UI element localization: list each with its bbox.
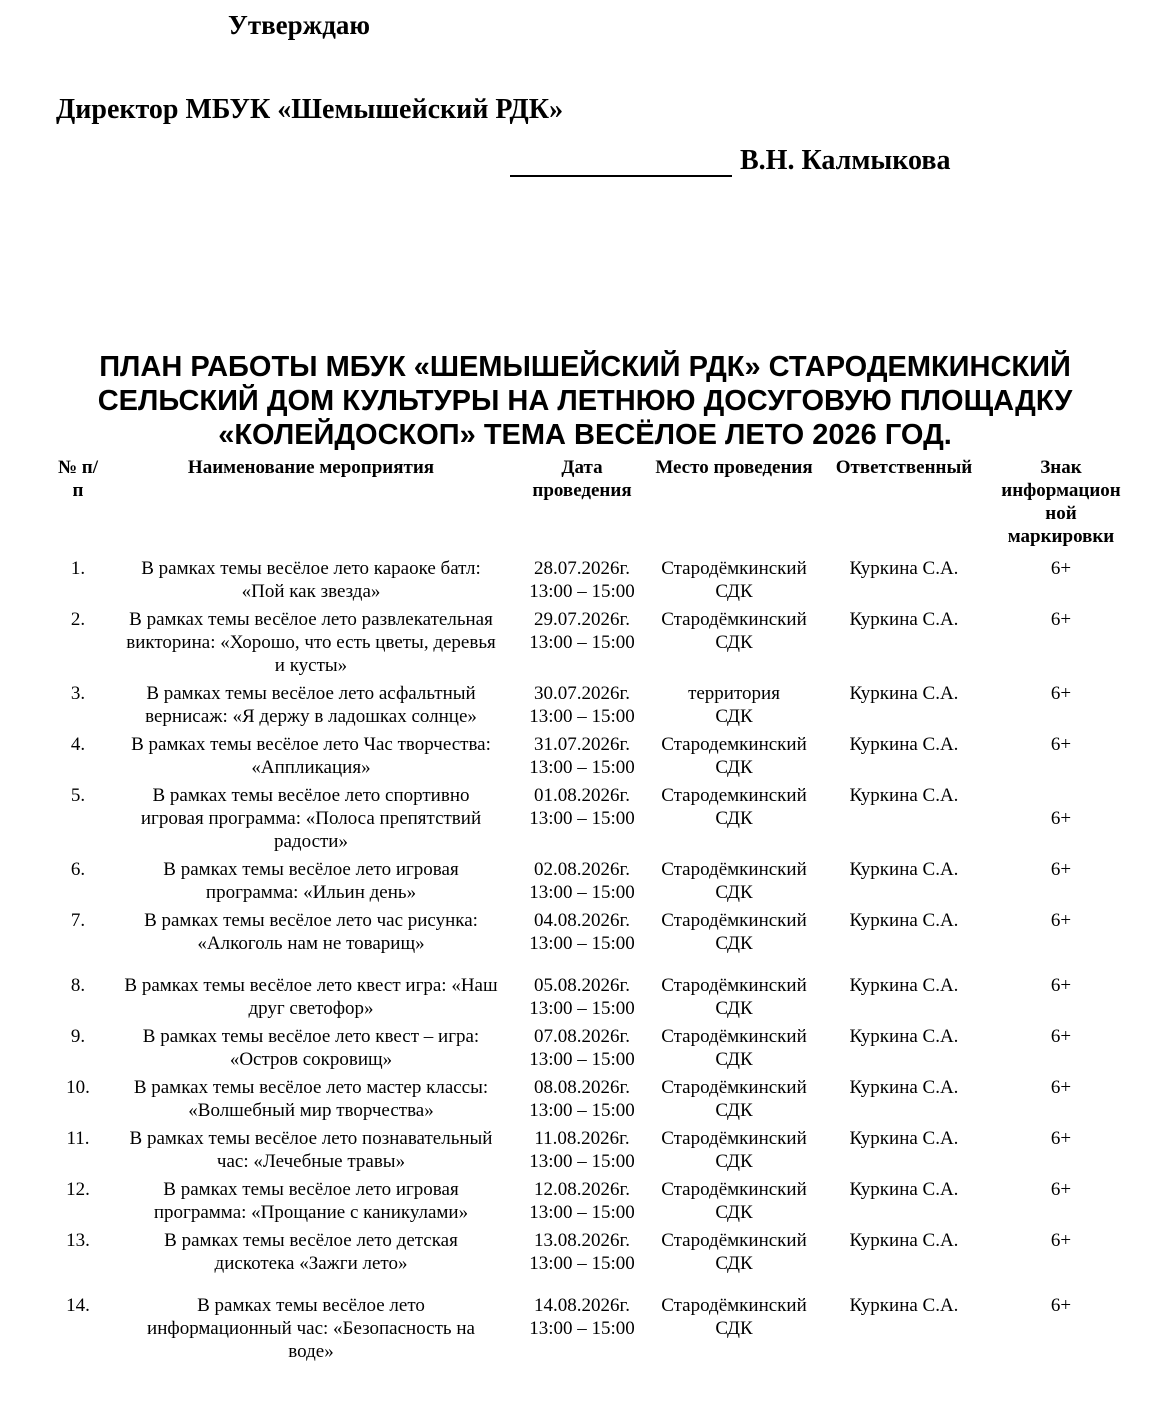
cell-responsible: Куркина С.А.: [849, 734, 959, 755]
cell-name-line: дискотека «Зажги лето»: [214, 1253, 408, 1274]
cell-num: 6.: [70, 859, 86, 880]
events-table: [52, 456, 1136, 1366]
cell-place-line: СДК: [715, 1318, 753, 1339]
cell-marking: 6+: [1050, 683, 1072, 704]
cell-name-line: и кусты»: [274, 655, 348, 676]
cell-name: [104, 1278, 518, 1366]
cell-responsible: Куркина С.А.: [849, 609, 959, 630]
cell-date-line: 13:00 – 15:00: [529, 808, 635, 829]
cell-date-line: 13:00 – 15:00: [529, 1253, 635, 1274]
cell-num: 11.: [66, 1128, 90, 1149]
header-place: Место проведения: [655, 457, 813, 478]
cell-marking: 6+: [1050, 609, 1072, 630]
cell-num: 7.: [70, 910, 86, 931]
cell-name-line: «Аппликация»: [251, 757, 371, 778]
cell-place: [646, 555, 822, 606]
cell-name-line: В рамках темы весёлое лето познавательный: [129, 1128, 493, 1149]
cell-name-line: В рамках темы весёлое лето детская: [164, 1230, 458, 1251]
table-row: [52, 1023, 1136, 1074]
cell-place-line: СДК: [715, 1049, 753, 1070]
cell-date-line: 13:00 – 15:00: [529, 632, 635, 653]
cell-place-line: СДК: [715, 998, 753, 1019]
cell-place-line: СДК: [715, 632, 753, 653]
cell-date: [518, 1023, 646, 1074]
cell-responsible: Куркина С.А.: [849, 1026, 959, 1047]
cell-responsible: Куркина С.А.: [849, 1295, 959, 1316]
cell-date-line: 13:00 – 15:00: [529, 1202, 635, 1223]
cell-date: [518, 782, 646, 856]
cell-place-line: СДК: [715, 1253, 753, 1274]
cell-place-line: Стародёмкинский: [661, 975, 807, 996]
cell-place-line: СДК: [715, 706, 753, 727]
cell-place-line: СДК: [715, 808, 753, 829]
cell-name-line: В рамках темы весёлое лето караоке батл:: [141, 558, 481, 579]
table-row: [52, 1176, 1136, 1227]
cell-date-line: 13:00 – 15:00: [529, 1100, 635, 1121]
cell-name-line: друг светофор»: [248, 998, 374, 1019]
cell-place: [646, 680, 822, 731]
cell-date-line: 08.08.2026г.: [534, 1077, 630, 1098]
plan-title-line: «КОЛЕЙДОСКОП» ТЕМА ВЕСЁЛОЕ ЛЕТО 2026 ГОД.: [218, 419, 952, 451]
cell-date-line: 07.08.2026г.: [534, 1026, 630, 1047]
cell-name-line: В рамках темы весёлое лето игровая: [163, 859, 459, 880]
cell-place-line: СДК: [715, 757, 753, 778]
cell-date: [518, 907, 646, 958]
table-row: [52, 856, 1136, 907]
table-row: [52, 1125, 1136, 1176]
cell-date-line: 01.08.2026г.: [534, 785, 630, 806]
cell-name: [104, 731, 518, 782]
cell-place-line: Стародёмкинский: [661, 859, 807, 880]
cell-place: [646, 606, 822, 680]
cell-place-line: СДК: [715, 1202, 753, 1223]
cell-marking: 6+: [1050, 734, 1072, 755]
cell-date-line: 13:00 – 15:00: [529, 1151, 635, 1172]
cell-date: [518, 1125, 646, 1176]
table-row: [52, 1227, 1136, 1278]
cell-place-line: Стародёмкинский: [661, 609, 807, 630]
cell-marking: 6+: [1050, 1295, 1072, 1316]
cell-name-line: «Пой как звезда»: [241, 581, 381, 602]
cell-responsible: Куркина С.А.: [849, 859, 959, 880]
cell-name-line: В рамках темы весёлое лето квест – игра:: [142, 1026, 480, 1047]
cell-num: 2.: [70, 609, 86, 630]
cell-name-line: В рамках темы весёлое лето развлекательная: [129, 609, 493, 630]
cell-place: [646, 958, 822, 1023]
cell-name-line: В рамках темы весёлое лето Час творчества:: [131, 734, 491, 755]
cell-date: [518, 555, 646, 606]
cell-place-line: СДК: [715, 882, 753, 903]
header-name: Наименование мероприятия: [187, 457, 435, 478]
cell-date-line: 13:00 – 15:00: [529, 581, 635, 602]
table-row: [52, 555, 1136, 606]
cell-date-line: 30.07.2026г.: [534, 683, 630, 704]
cell-place: [646, 1125, 822, 1176]
cell-place: [646, 1227, 822, 1278]
cell-responsible: Куркина С.А.: [849, 910, 959, 931]
cell-responsible: Куркина С.А.: [849, 683, 959, 704]
cell-num: 5.: [70, 785, 86, 806]
cell-name-line: информационный час: «Безопасность на: [147, 1318, 475, 1339]
cell-marking: 6+: [1050, 1077, 1072, 1098]
cell-name: [104, 1176, 518, 1227]
cell-marking: 6+: [1050, 1179, 1072, 1200]
cell-marking: 6+: [1050, 1230, 1072, 1251]
table-row: [52, 958, 1136, 1023]
cell-num: 3.: [70, 683, 86, 704]
cell-responsible: Куркина С.А.: [849, 785, 959, 806]
cell-name: [104, 958, 518, 1023]
cell-place-line: СДК: [715, 933, 753, 954]
cell-num: 13.: [66, 1230, 90, 1251]
cell-date-line: 28.07.2026г.: [534, 558, 630, 579]
cell-name: [104, 856, 518, 907]
cell-place-line: Стародёмкинский: [661, 1295, 807, 1316]
cell-place: [646, 856, 822, 907]
cell-place-line: Стародёмкинский: [661, 1077, 807, 1098]
cell-date-line: 13:00 – 15:00: [529, 933, 635, 954]
cell-date: [518, 1227, 646, 1278]
cell-name-line: В рамках темы весёлое лето игровая: [163, 1179, 459, 1200]
cell-place-line: Стародёмкинский: [661, 1026, 807, 1047]
cell-num: 14.: [66, 1295, 90, 1316]
cell-responsible: Куркина С.А.: [849, 1179, 959, 1200]
cell-place: [646, 1074, 822, 1125]
cell-name-line: В рамках темы весёлое лето мастер классы:: [133, 1077, 489, 1098]
cell-num: 8.: [70, 975, 86, 996]
cell-date-line: 13:00 – 15:00: [529, 882, 635, 903]
table-row: [52, 907, 1136, 958]
cell-name-line: «Остров сокровищ»: [229, 1049, 393, 1070]
cell-date-line: 13.08.2026г.: [534, 1230, 630, 1251]
cell-place-line: СДК: [715, 581, 753, 602]
cell-place-line: Стародемкинский: [661, 734, 807, 755]
signature-line: [510, 145, 732, 177]
cell-place-line: Стародёмкинский: [661, 558, 807, 579]
cell-date-line: 13:00 – 15:00: [529, 998, 635, 1019]
cell-date-line: 04.08.2026г.: [534, 910, 630, 931]
cell-place-line: СДК: [715, 1100, 753, 1121]
table-row: [52, 680, 1136, 731]
cell-responsible: Куркина С.А.: [849, 558, 959, 579]
cell-name: [104, 555, 518, 606]
cell-date: [518, 856, 646, 907]
cell-name: [104, 1227, 518, 1278]
cell-marking: 6+: [1050, 859, 1072, 880]
signature-name: В.Н. Калмыкова: [740, 145, 951, 176]
cell-name: [104, 1125, 518, 1176]
table-row: [52, 731, 1136, 782]
header-date: Дата проведения: [532, 457, 632, 501]
cell-place-line: Стародёмкинский: [661, 1179, 807, 1200]
cell-place-line: СДК: [715, 1151, 753, 1172]
cell-responsible: Куркина С.А.: [849, 1128, 959, 1149]
cell-date: [518, 958, 646, 1023]
table-row: [52, 1278, 1136, 1366]
cell-name-line: викторина: «Хорошо, что есть цветы, деревья: [126, 632, 496, 653]
cell-marking: 6+: [1050, 1128, 1072, 1149]
cell-date-line: 13:00 – 15:00: [529, 1318, 635, 1339]
cell-marking: 6+: [1050, 1026, 1072, 1047]
table-row: [52, 1074, 1136, 1125]
cell-name-line: «Волшебный мир творчества»: [188, 1100, 434, 1121]
cell-name-line: игровая программа: «Полоса препятствий: [140, 808, 482, 829]
cell-name: [104, 606, 518, 680]
cell-date: [518, 1074, 646, 1125]
cell-date-line: 11.08.2026г.: [534, 1128, 630, 1149]
cell-place: [646, 1278, 822, 1366]
cell-name-line: В рамках темы весёлое лето квест игра: «Наш: [124, 975, 498, 996]
cell-name-line: программа: «Прощание с каникулами»: [153, 1202, 469, 1223]
cell-date-line: 14.08.2026г.: [534, 1295, 630, 1316]
cell-place-line: Стародёмкинский: [661, 1230, 807, 1251]
cell-name-line: В рамках темы весёлое лето: [197, 1295, 425, 1316]
table-row: [52, 782, 1136, 856]
cell-place-line: Стародёмкинский: [661, 1128, 807, 1149]
cell-place-line: Стародёмкинский: [661, 910, 807, 931]
cell-place: [646, 782, 822, 856]
cell-date-line: 05.08.2026г.: [534, 975, 630, 996]
cell-name: [104, 1023, 518, 1074]
cell-marking: 6+: [1050, 558, 1072, 579]
header-marking: Знак информацион ной маркировки: [1001, 457, 1121, 547]
cell-num: 4.: [70, 734, 86, 755]
cell-num: 12.: [66, 1179, 90, 1200]
cell-date-line: 12.08.2026г.: [534, 1179, 630, 1200]
cell-name: [104, 1074, 518, 1125]
cell-num: 9.: [70, 1026, 86, 1047]
cell-place: [646, 731, 822, 782]
cell-place: [646, 1023, 822, 1074]
cell-responsible: Куркина С.А.: [849, 1077, 959, 1098]
cell-name-line: вернисаж: «Я держу в ладошках солнце»: [145, 706, 477, 727]
cell-name: [104, 680, 518, 731]
cell-marking: 6+: [1050, 975, 1072, 996]
plan-title: [30, 350, 1140, 452]
cell-responsible: Куркина С.А.: [849, 975, 959, 996]
cell-date: [518, 731, 646, 782]
cell-date-line: 13:00 – 15:00: [529, 706, 635, 727]
cell-date-line: 29.07.2026г.: [534, 609, 630, 630]
cell-responsible: Куркина С.А.: [849, 1230, 959, 1251]
cell-date-line: 31.07.2026г.: [534, 734, 630, 755]
plan-title-line: СЕЛЬСКИЙ ДОМ КУЛЬТУРЫ НА ЛЕТНЮЮ ДОСУГОВУЮ ПЛОЩАДКУ: [97, 385, 1073, 417]
approve-heading: Утверждаю: [228, 10, 371, 40]
cell-name-line: В рамках темы весёлое лето асфальтный: [146, 683, 476, 704]
cell-name-line: час: «Лечебные травы»: [216, 1151, 406, 1172]
cell-name-line: В рамках темы весёлое лето спортивно: [152, 785, 470, 806]
header-responsible: Ответственный: [835, 457, 973, 478]
cell-num: 10.: [66, 1077, 90, 1098]
cell-place-line: территория: [688, 683, 780, 704]
cell-date: [518, 606, 646, 680]
table-header-row: [52, 456, 1136, 555]
cell-name-line: радости»: [274, 831, 348, 852]
cell-marking: 6+: [1050, 808, 1072, 829]
cell-date: [518, 680, 646, 731]
cell-name: [104, 907, 518, 958]
header-num: № п/ п: [57, 457, 99, 501]
cell-name-line: «Алкоголь нам не товарищ»: [197, 933, 425, 954]
table-row: [52, 606, 1136, 680]
cell-num: 1.: [70, 558, 86, 579]
cell-date-line: 13:00 – 15:00: [529, 757, 635, 778]
cell-place-line: Стародемкинский: [661, 785, 807, 806]
director-title: Директор МБУК «Шемышейский РДК»: [56, 94, 564, 125]
cell-date: [518, 1176, 646, 1227]
cell-date: [518, 1278, 646, 1366]
signature-block: [510, 145, 950, 177]
cell-place: [646, 1176, 822, 1227]
cell-name-line: воде»: [288, 1341, 334, 1362]
cell-marking: 6+: [1050, 910, 1072, 931]
cell-date-line: 13:00 – 15:00: [529, 1049, 635, 1070]
cell-name: [104, 782, 518, 856]
cell-name-line: В рамках темы весёлое лето час рисунка:: [144, 910, 478, 931]
plan-title-line: ПЛАН РАБОТЫ МБУК «ШЕМЫШЕЙСКИЙ РДК» СТАРОДЕМКИНСКИЙ: [99, 351, 1071, 383]
cell-place: [646, 907, 822, 958]
cell-date-line: 02.08.2026г.: [534, 859, 630, 880]
cell-name-line: программа: «Ильин день»: [205, 882, 417, 903]
